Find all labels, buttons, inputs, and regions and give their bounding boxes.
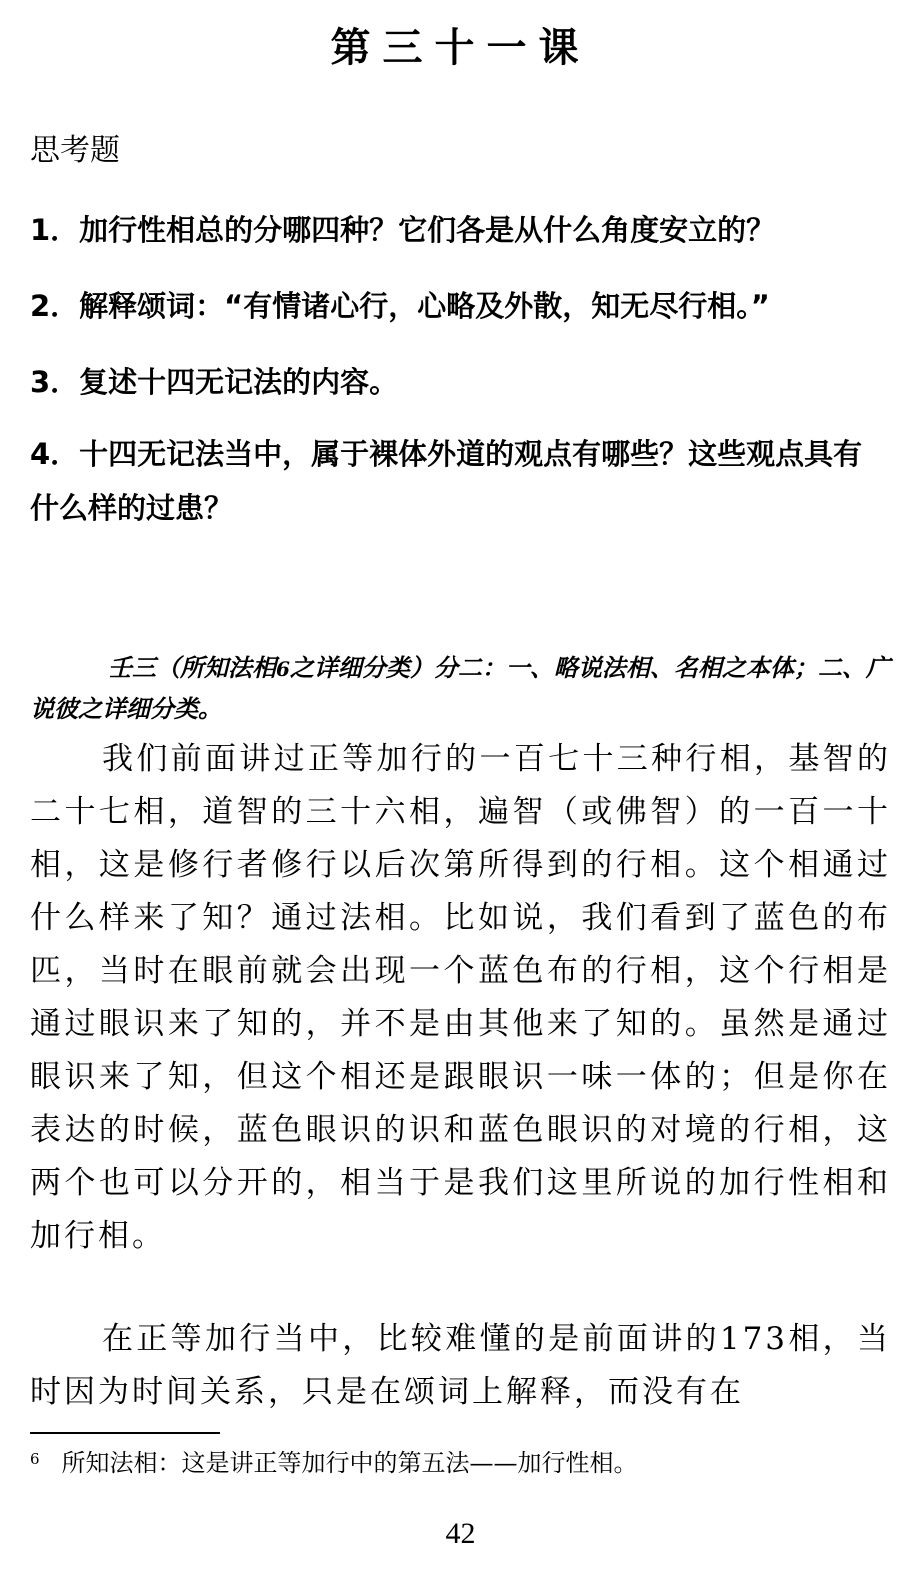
section-heading [30, 648, 891, 729]
questions-label: 思考题 [30, 133, 120, 168]
footnote-mark: 6 [30, 1450, 40, 1468]
footnote-reference: 6 [276, 657, 290, 681]
body-paragraph: 我们前面讲过正等加行的一百七十三种行相，基智的二十七相，道智的三十六相，遍智（或佛智）的一百一十相，这是修行者修行以后次第所得到的行相。这个相通过什么样来了知？通过法相。比如说，我们看到了蓝色的布匹，当时在眼前就会出现一个蓝色布的行相，这个行相是通过眼识来了知的，并不是由其他来了知的。虽然是通过眼识来了知，但这个相还是跟眼识一味一体的；但是你在表达的时候，蓝色眼识的识和蓝色眼识的对境的行相，这两个也可以分开的，相当于是我们这里所说的加行性相和加行相。 [30, 741, 891, 1254]
footnote-divider [30, 1432, 220, 1434]
document-page [30, 0, 891, 1588]
question-item: 3．复述十四无记法的内容。 [30, 365, 399, 399]
footnote [30, 1443, 891, 1483]
page-number: 42 [445, 1517, 476, 1550]
question-item: 2．解释颂词：“有情诸心行，心略及外散，知无尽行相。” [30, 289, 770, 323]
question-item: 1．加行性相总的分哪四种？它们各是从什么角度安立的？ [30, 213, 776, 247]
section-heading-text: 之详细分类）分二：一、略说法相、名相之本体；二、广说彼之详细分类。 [30, 653, 890, 723]
body-paragraph: 在正等加行当中，比较难懂的是前面讲的173相，当时因为时间关系，只是在颂词上解释，而没有在 [30, 1321, 891, 1410]
footnote-text: 所知法相：这是讲正等加行中的第五法——加行性相。 [61, 1449, 638, 1477]
lesson-title: 第三十一课 [330, 24, 591, 71]
section-heading-text: 壬三（所知法相 [108, 653, 276, 682]
question-item: 4．十四无记法当中，属于裸体外道的观点有哪些？这些观点具有什么样的过患？ [30, 437, 863, 525]
